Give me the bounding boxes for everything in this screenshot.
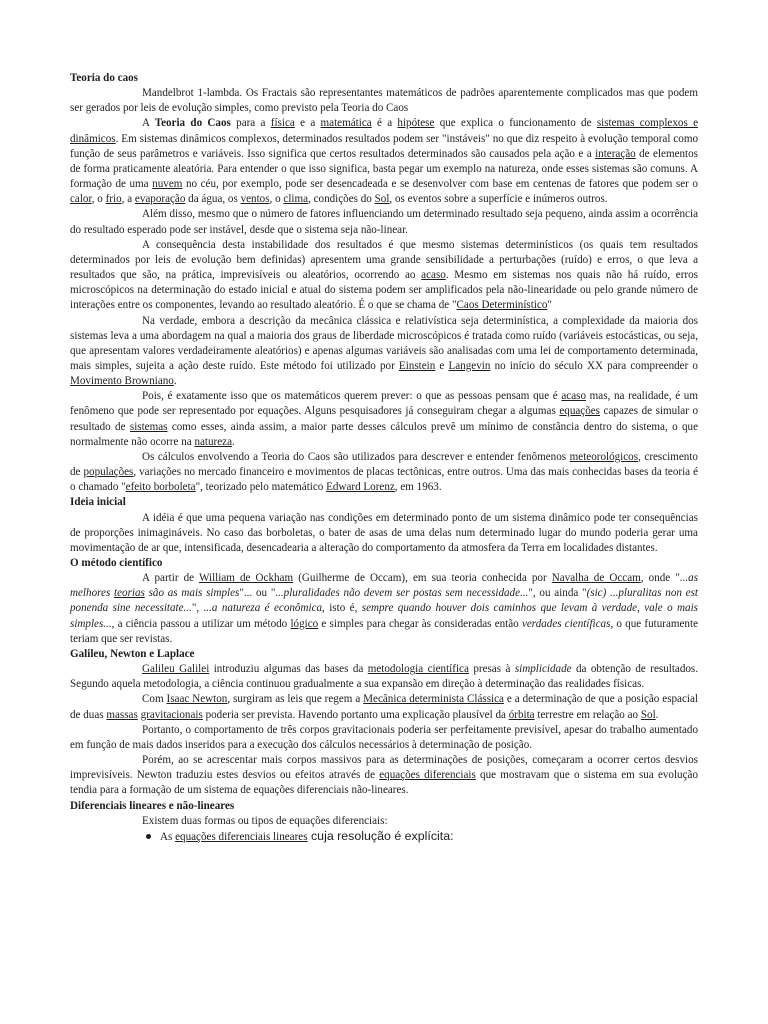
italic-text: ...as melhores xyxy=(70,572,699,600)
hyperlink[interactable]: ventos xyxy=(240,193,270,206)
paragraph-consequencia: A consequência desta instabilidade dos resultados é que mesmo sistemas determinísticos (os quais tem resultados determinados por leis de evolução bem definidas) apresentem uma grande sensibilidade a perturbações (ruído) e erros, o que leva a resultados que são, na prática, imprevisíveis ou aleatórios, ocorrendo ao acaso. Mesmo em sistemas nos quais não há ruído, erros microscópicos na determinação do estado inicial e atual do sistema podem ser amplificados pela não-linearidade ou pelo grande número de interações entre os componentes, levando ao resultado aleatório. É o que se chama de "Caos Determinístico" xyxy=(70,238,698,312)
hyperlink[interactable]: Sol xyxy=(374,193,390,206)
hyperlink[interactable]: natureza xyxy=(194,435,233,448)
hyperlink[interactable]: massas xyxy=(106,708,138,721)
paragraph-ockham: A partir de William de Ockham (Guilherme de Occam), em sua teoria conhecida por Navalha de Occam, onde "...as melhores teorias são as mais simples"... ou "...pluralidades não devem ser postas sem necessidade...", ou ainda "(sic) ...pluralitas non est ponenda sine necessitate...", ...a natureza é econômica, isto é, sempre quando houver dois caminhos que levam à verdade, vale o mais simples..., a ciência passou a utilizar um método lógico e simples para chegar às consideradas então verdades científicas, o que futuramente teriam que ser revistas. xyxy=(70,572,699,645)
hyperlink[interactable]: Einstein xyxy=(398,359,436,372)
hyperlink[interactable]: Caos Determinístico xyxy=(456,299,548,312)
bold-text: Teoria do Caos xyxy=(154,117,231,130)
hyperlink[interactable]: hipótese xyxy=(397,117,435,130)
document-page xyxy=(70,71,698,845)
hyperlink[interactable]: clima xyxy=(283,193,309,206)
italic-text: são as mais simples xyxy=(144,587,240,600)
paragraph-galileu: Galileu Galilei introduziu algumas das bases da metodologia científica presas à simplicidade da obtenção de resultados. Segundo aquela metodologia, a ciência continuou gradualmente a sua expansão em direção à determinação das realidades físicas. xyxy=(70,663,699,691)
hyperlink[interactable]: nuvem xyxy=(152,178,183,191)
hyperlink[interactable]: Mecânica determinista Clássica xyxy=(363,693,504,706)
paragraph-ideia: A idéia é que uma pequena variação nas condições em determinado ponto de um sistema dinâmico pode ter consequências de proporções inimagináveis. No caso das borboletas, o bater de asas de uma delas num determinado lugar do mundo poderia gerar uma movimentação de ar que, intensificada, desencadearia a alteração do comportamento da atmosfera da Terra em localidades distantes. xyxy=(70,511,698,554)
hyperlink[interactable]: metodologia científica xyxy=(367,663,469,676)
paragraph-mandelbrot: Mandelbrot 1-lambda. Os Fractais são representantes matemáticos de padrões aparentemente complicados mas que podem ser gerados por leis de evolução simples, como previsto pela Teoria do Caos xyxy=(70,87,698,115)
list-item-linear: As equações diferenciais lineares cuja resolução é explícita: xyxy=(142,829,698,845)
hyperlink[interactable]: evaporação xyxy=(134,193,186,206)
hyperlink[interactable]: equações diferenciais lineares xyxy=(175,830,308,843)
hyperlink[interactable]: Sol xyxy=(640,708,656,721)
hyperlink[interactable]: calor xyxy=(70,193,92,206)
paragraph-newton: Com Isaac Newton, surgiram as leis que regem a Mecânica determinista Clássica e a determinação de que a posição espacial de duas massas gravitacionais poderia ser prevista. Havendo portanto uma explicação plausível da órbita terrestre em relação ao Sol. xyxy=(70,693,698,721)
hyperlink[interactable]: Edward Lorenz xyxy=(326,481,395,494)
hyperlink[interactable]: lógico xyxy=(290,617,319,630)
hyperlink[interactable]: meteorológicos xyxy=(569,450,639,463)
section-heading-teoria-do-caos: Teoria do caos xyxy=(70,72,139,84)
hyperlink[interactable]: Movimento Browniano xyxy=(70,375,174,388)
hyperlink[interactable]: teorias xyxy=(114,587,145,600)
italic-text: ...a natureza é econômica xyxy=(203,602,323,615)
hyperlink[interactable]: Isaac Newton xyxy=(166,693,228,706)
hyperlink[interactable]: matemática xyxy=(320,117,372,130)
hyperlink[interactable]: equações diferenciais xyxy=(379,769,476,782)
hyperlink[interactable]: acaso xyxy=(561,390,587,403)
italic-text: sempre quando houver dois caminhos que levam à verdade, vale o mais simples... xyxy=(70,602,698,630)
paragraph-desvios: Porém, ao se acrescentar mais corpos massivos para as determinações de posições, começaram a ocorrer certos desvios imprevisíveis. Newton traduziu estes desvios ou efeitos através de equações diferenciais que mostravam que o sistema em sua evolução tendia para a formação de um sistema de equações diferenciais não-lineares. xyxy=(70,754,698,797)
italic-text: verdades científicas xyxy=(521,617,611,630)
hyperlink[interactable]: equações xyxy=(559,405,600,418)
hyperlink[interactable]: Langevin xyxy=(448,359,491,372)
hyperlink[interactable]: frio xyxy=(105,193,122,206)
paragraph-pois: Pois, é exatamente isso que os matemáticos querem prever: o que as pessoas pensam que é acaso mas, na realidade, é um fenômeno que pode ser representado por equações. Alguns pesquisadores já conseguiram chegar a algumas equações capazes de simular o resultado de sistemas como esses, ainda assim, a maior parte desses cálculos prevê um mínimo de constância dentro do sistema, o que normalmente não ocorre na natureza. xyxy=(70,390,698,448)
hyperlink[interactable]: acaso xyxy=(421,269,446,282)
text-run: cuja resolução é explícita: xyxy=(307,828,454,843)
paragraph-tres-corpos: Portanto, o comportamento de três corpos gravitacionais poderia ser perfeitamente previsível, apesar do trabalho aumentado em função de mais dados inseridos para a execução dos cálculos necessários à determinação de posição. xyxy=(70,723,698,751)
hyperlink[interactable]: órbita xyxy=(508,708,535,721)
hyperlink[interactable]: populações xyxy=(83,466,134,479)
hyperlink[interactable]: sistemas xyxy=(129,420,168,433)
paragraph-calculos: Os cálculos envolvendo a Teoria do Caos são utilizados para descrever e entender fenômenos meteorológicos, crescimento de populações, variações no mercado financeiro e movimentos de placas tectônicas, entre outros. Uma das mais conhecidas bases da teoria é o chamado "efeito borboleta", teorizado pelo matemático Edward Lorenz, em 1963. xyxy=(70,450,699,494)
hyperlink[interactable]: efeito borboleta xyxy=(125,481,196,494)
section-heading-ideia-inicial: Ideia inicial xyxy=(70,496,126,509)
section-heading-diferenciais: Diferenciais lineares e não-lineares xyxy=(70,799,235,812)
paragraph-alem-disso: Além disso, mesmo que o número de fatores influenciando um determinado resultado seja pequeno, ainda assim a ocorrência do resultado esperado pode ser instável, desde que o sistema seja não-linear. xyxy=(70,208,698,236)
hyperlink[interactable]: sistemas complexos e dinâmicos xyxy=(70,117,698,145)
hyperlink[interactable]: física xyxy=(270,117,295,130)
hyperlink[interactable]: Galileu Galilei xyxy=(142,663,210,676)
italic-text: simplicidade xyxy=(514,663,572,676)
hyperlink[interactable]: Navalha de Occam xyxy=(551,572,641,585)
paragraph-na-verdade: Na verdade, embora a descrição da mecânica clássica e relativística seja determinística, a complexidade da maioria dos sistemas leva a uma abordagem na qual a maioria dos graus de liberdade microscópicos é tratada como ruído (variáveis estocásticas, ou seja, que apresentam valores verdadeiramente aleatórios) e apenas algumas variáveis são analisadas com uma lei de comportamento determinada, mais simples, sujeita a ação deste ruído. Este método foi utilizado por Einstein e Langevin no início do século XX para compreender o Movimento Browniano. xyxy=(70,314,698,388)
italic-text: (sic) ...pluralitas non est ponenda sine necessitate... xyxy=(70,587,698,615)
hyperlink[interactable]: interação xyxy=(595,147,636,160)
section-heading-galileu: Galileu, Newton e Laplace xyxy=(70,647,195,660)
hyperlink[interactable]: gravitacionais xyxy=(140,708,203,721)
paragraph-definicao: A Teoria do Caos para a física e a matemática é a hipótese que explica o funcionamento de sistemas complexos e dinâmicos. Em sistemas dinâmicos complexos, determinados resultados podem ser "instáveis" no que diz respeito à evolução temporal como função de seus parâmetros e variáveis. Isso significa que certos resultados determinados são causados pela ação e a interação de elementos de forma praticamente aleatória. Para entender o que isso significa, basta pegar um exemplo na natureza, onde esses sistemas são comuns. A formação de uma nuvem no céu, por exemplo, pode ser desencadeada e se desenvolver com base em centenas de fatores que podem ser o calor, o frio, a evaporação da água, os ventos, o clima, condições do Sol, os eventos sobre a superfície e inúmeros outros. xyxy=(70,117,698,206)
equation-types-list xyxy=(70,829,698,845)
paragraph-duas-formas: Existem duas formas ou tipos de equações diferenciais: xyxy=(142,814,388,827)
section-heading-metodo-cientifico: O método científico xyxy=(70,557,163,569)
hyperlink[interactable]: William de Ockham xyxy=(198,572,294,585)
italic-text: ...pluralidades não devem ser postas sem necessidade... xyxy=(275,587,529,600)
